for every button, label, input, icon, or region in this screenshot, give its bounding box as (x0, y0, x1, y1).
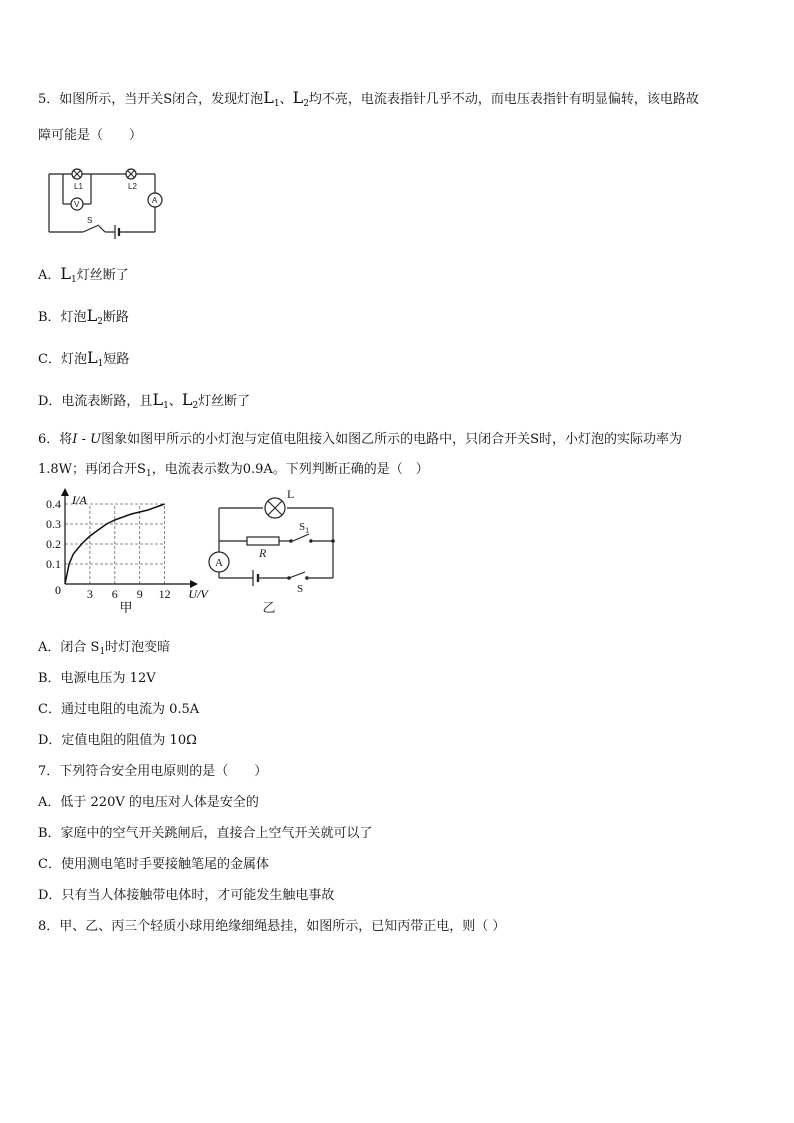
switch-label: S (87, 216, 93, 225)
q7-option-c: C．使用测电笔时手要接触笔尾的金属体 (38, 857, 269, 872)
q5-option-d: D．电流表断路，且$L_1$、$L_2$灯丝断了 (38, 390, 251, 411)
y-axis-arrow-icon (61, 488, 69, 496)
x-tick-label: 12 (158, 587, 171, 601)
q7-option-d: D．只有当人体接触带电体时，才可能发生触电事故 (38, 888, 335, 903)
x-tick-label: 9 (136, 587, 143, 601)
q6-stem-line2: 1.8W；再闭合开$S_1$，电流表示数为0.9A。下列判断正确的是（ ） (38, 462, 429, 479)
x-tick-label: 6 (111, 587, 118, 601)
q7-option-b: B．家庭中的空气开关跳闸后，直接合上空气开关就可以了 (38, 826, 373, 841)
y-tick-label: 0.4 (46, 497, 61, 511)
q5-circuit-figure (45, 160, 175, 242)
switch-s-label: S (297, 583, 304, 595)
q6-iu-graph (40, 488, 210, 620)
y-axis-label: I/A (72, 493, 87, 507)
y-tick-label: 0.2 (46, 537, 61, 551)
circuit-caption: 乙 (262, 600, 276, 615)
q6-circuit-figure (205, 486, 345, 616)
lamp-label: L (287, 487, 295, 501)
q6-option-a: A．闭合 $S_1$时灯泡变暗 (38, 640, 171, 657)
q6-option-d: D．定值电阻的阻值为 10Ω (38, 733, 197, 748)
ammeter-label: A (215, 557, 223, 569)
switch-s1-label: $S_1$ (299, 521, 310, 535)
q5-option-b: B．灯泡$L_2$断路 (38, 306, 129, 327)
q6-option-c: C．通过电阻的电流为 0.5A (38, 702, 200, 717)
x-axis-label: U/V (188, 587, 208, 601)
y-tick-label: 0.1 (46, 557, 61, 571)
graph-caption: 甲 (119, 601, 133, 616)
lamp-l1-label: L1 (74, 182, 83, 191)
q7-stem: 7．下列符合安全用电原则的是（ ） (38, 764, 268, 779)
lamp-l2-label: L2 (128, 182, 137, 191)
q5-stem-line2: 障可能是（ ） (38, 128, 143, 143)
q5-option-a: A．$L_1$灯丝断了 (38, 264, 129, 285)
resistor-label: R (259, 546, 267, 560)
q7-option-a: A．低于 220V 的电压对人体是安全的 (38, 795, 259, 810)
voltmeter-label: V (74, 200, 80, 209)
x-tick-label: 3 (86, 587, 93, 601)
q5-stem-line1: 5．如图所示，当开关S闭合，发现灯泡$L_1$、$L_2$均不亮，电流表指针几乎不动，而电压表指针有明显偏转，该电路故 (38, 88, 699, 109)
q6-stem-line1: 6．将I - U图象如图甲所示的小灯泡与定值电阻接入如图乙所示的电路中，只闭合开关S时，小灯泡的实际功率为 (38, 432, 682, 447)
q5-option-c: C．灯泡$L_1$短路 (38, 348, 130, 369)
origin-label: 0 (55, 583, 61, 597)
ammeter-label: A (152, 196, 158, 205)
y-tick-label: 0.3 (46, 517, 61, 531)
q6-option-b: B．电源电压为 12V (38, 671, 156, 686)
q8-stem: 8．甲、乙、丙三个轻质小球用绝缘细绳悬挂，如图所示，已知丙带正电，则（ ） (38, 919, 506, 934)
